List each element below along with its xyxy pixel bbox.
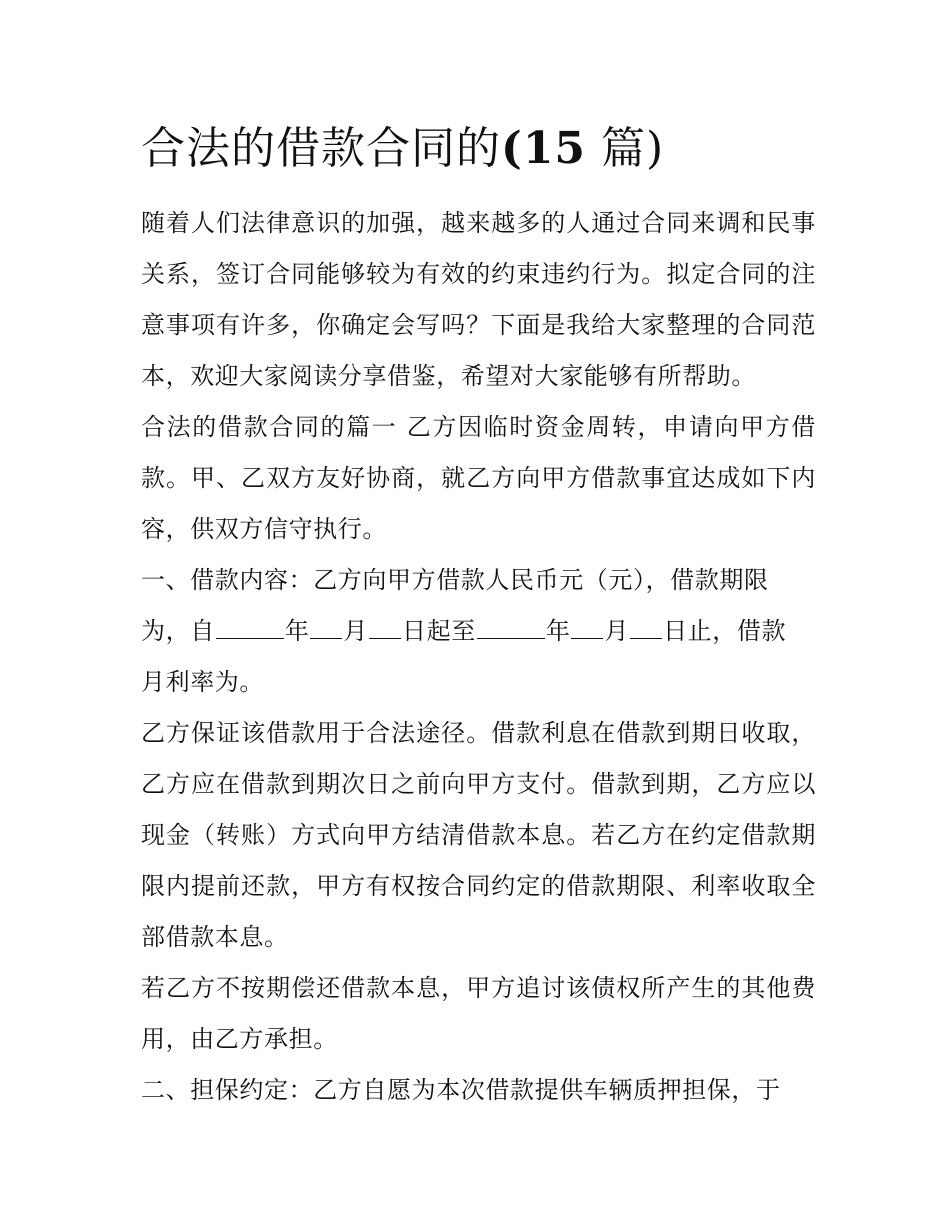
end-month-blank bbox=[571, 608, 603, 639]
clause-loan-content bbox=[141, 555, 816, 708]
guarantee-clause-paragraph: 二、担保约定：乙方自愿为本次借款提供车辆质押担保，于 bbox=[141, 1076, 781, 1104]
repayment-paragraph: 乙方保证该借款用于合法途径。借款利息在借款到期日收取，乙方应在借款到期次日之前向甲方支付。借款到期，乙方应以现金（转账）方式向甲方结清借款本息。若乙方在约定借款期限内提前还款，甲方有权按合同约定的借款期限、利率收取全部借款本息。 bbox=[141, 719, 816, 951]
start-day-blank bbox=[369, 608, 401, 639]
year-label-2: 年 bbox=[545, 617, 571, 645]
day-to-label: 日起至 bbox=[402, 617, 476, 645]
end-year-blank bbox=[477, 608, 545, 639]
default-costs-paragraph: 若乙方不按期偿还借款本息，甲方追讨该债权所产生的其他费用，由乙方承担。 bbox=[141, 974, 816, 1053]
loan-term-from-label: 为，自 bbox=[141, 617, 215, 645]
title-text: 合法的借款合同的 bbox=[141, 123, 501, 174]
title-count: (15 bbox=[501, 123, 587, 174]
clause-loan-line-2 bbox=[141, 606, 816, 657]
clause-loan-line-3: 月利率为。 bbox=[141, 668, 264, 696]
month-label: 月 bbox=[343, 617, 369, 645]
section-one-paragraph: 合法的借款合同的篇一 乙方因临时资金周转，申请向甲方借款。甲、乙双方友好协商，就乙方向甲方借款事宜达成如下内容，供双方信守执行。 bbox=[141, 413, 816, 543]
clause-loan-line-1: 一、借款内容：乙方向甲方借款人民币元（元），借款期限 bbox=[141, 566, 769, 594]
end-day-blank bbox=[630, 608, 662, 639]
month-label-2: 月 bbox=[604, 617, 630, 645]
start-year-blank bbox=[216, 608, 284, 639]
year-label: 年 bbox=[284, 617, 310, 645]
day-end-label: 日止，借款 bbox=[663, 617, 787, 645]
title-suffix: 篇) bbox=[601, 123, 665, 174]
document-title bbox=[141, 110, 816, 188]
document-page bbox=[141, 110, 816, 1116]
intro-paragraph: 随着人们法律意识的加强，越来越多的人通过合同来调和民事关系，签订合同能够较为有效的约束违约行为。拟定合同的注意事项有许多，你确定会写吗？下面是我给大家整理的合同范本，欢迎大家阅读分享借鉴，希望对大家能够有所帮助。 bbox=[141, 209, 816, 390]
start-month-blank bbox=[310, 608, 342, 639]
